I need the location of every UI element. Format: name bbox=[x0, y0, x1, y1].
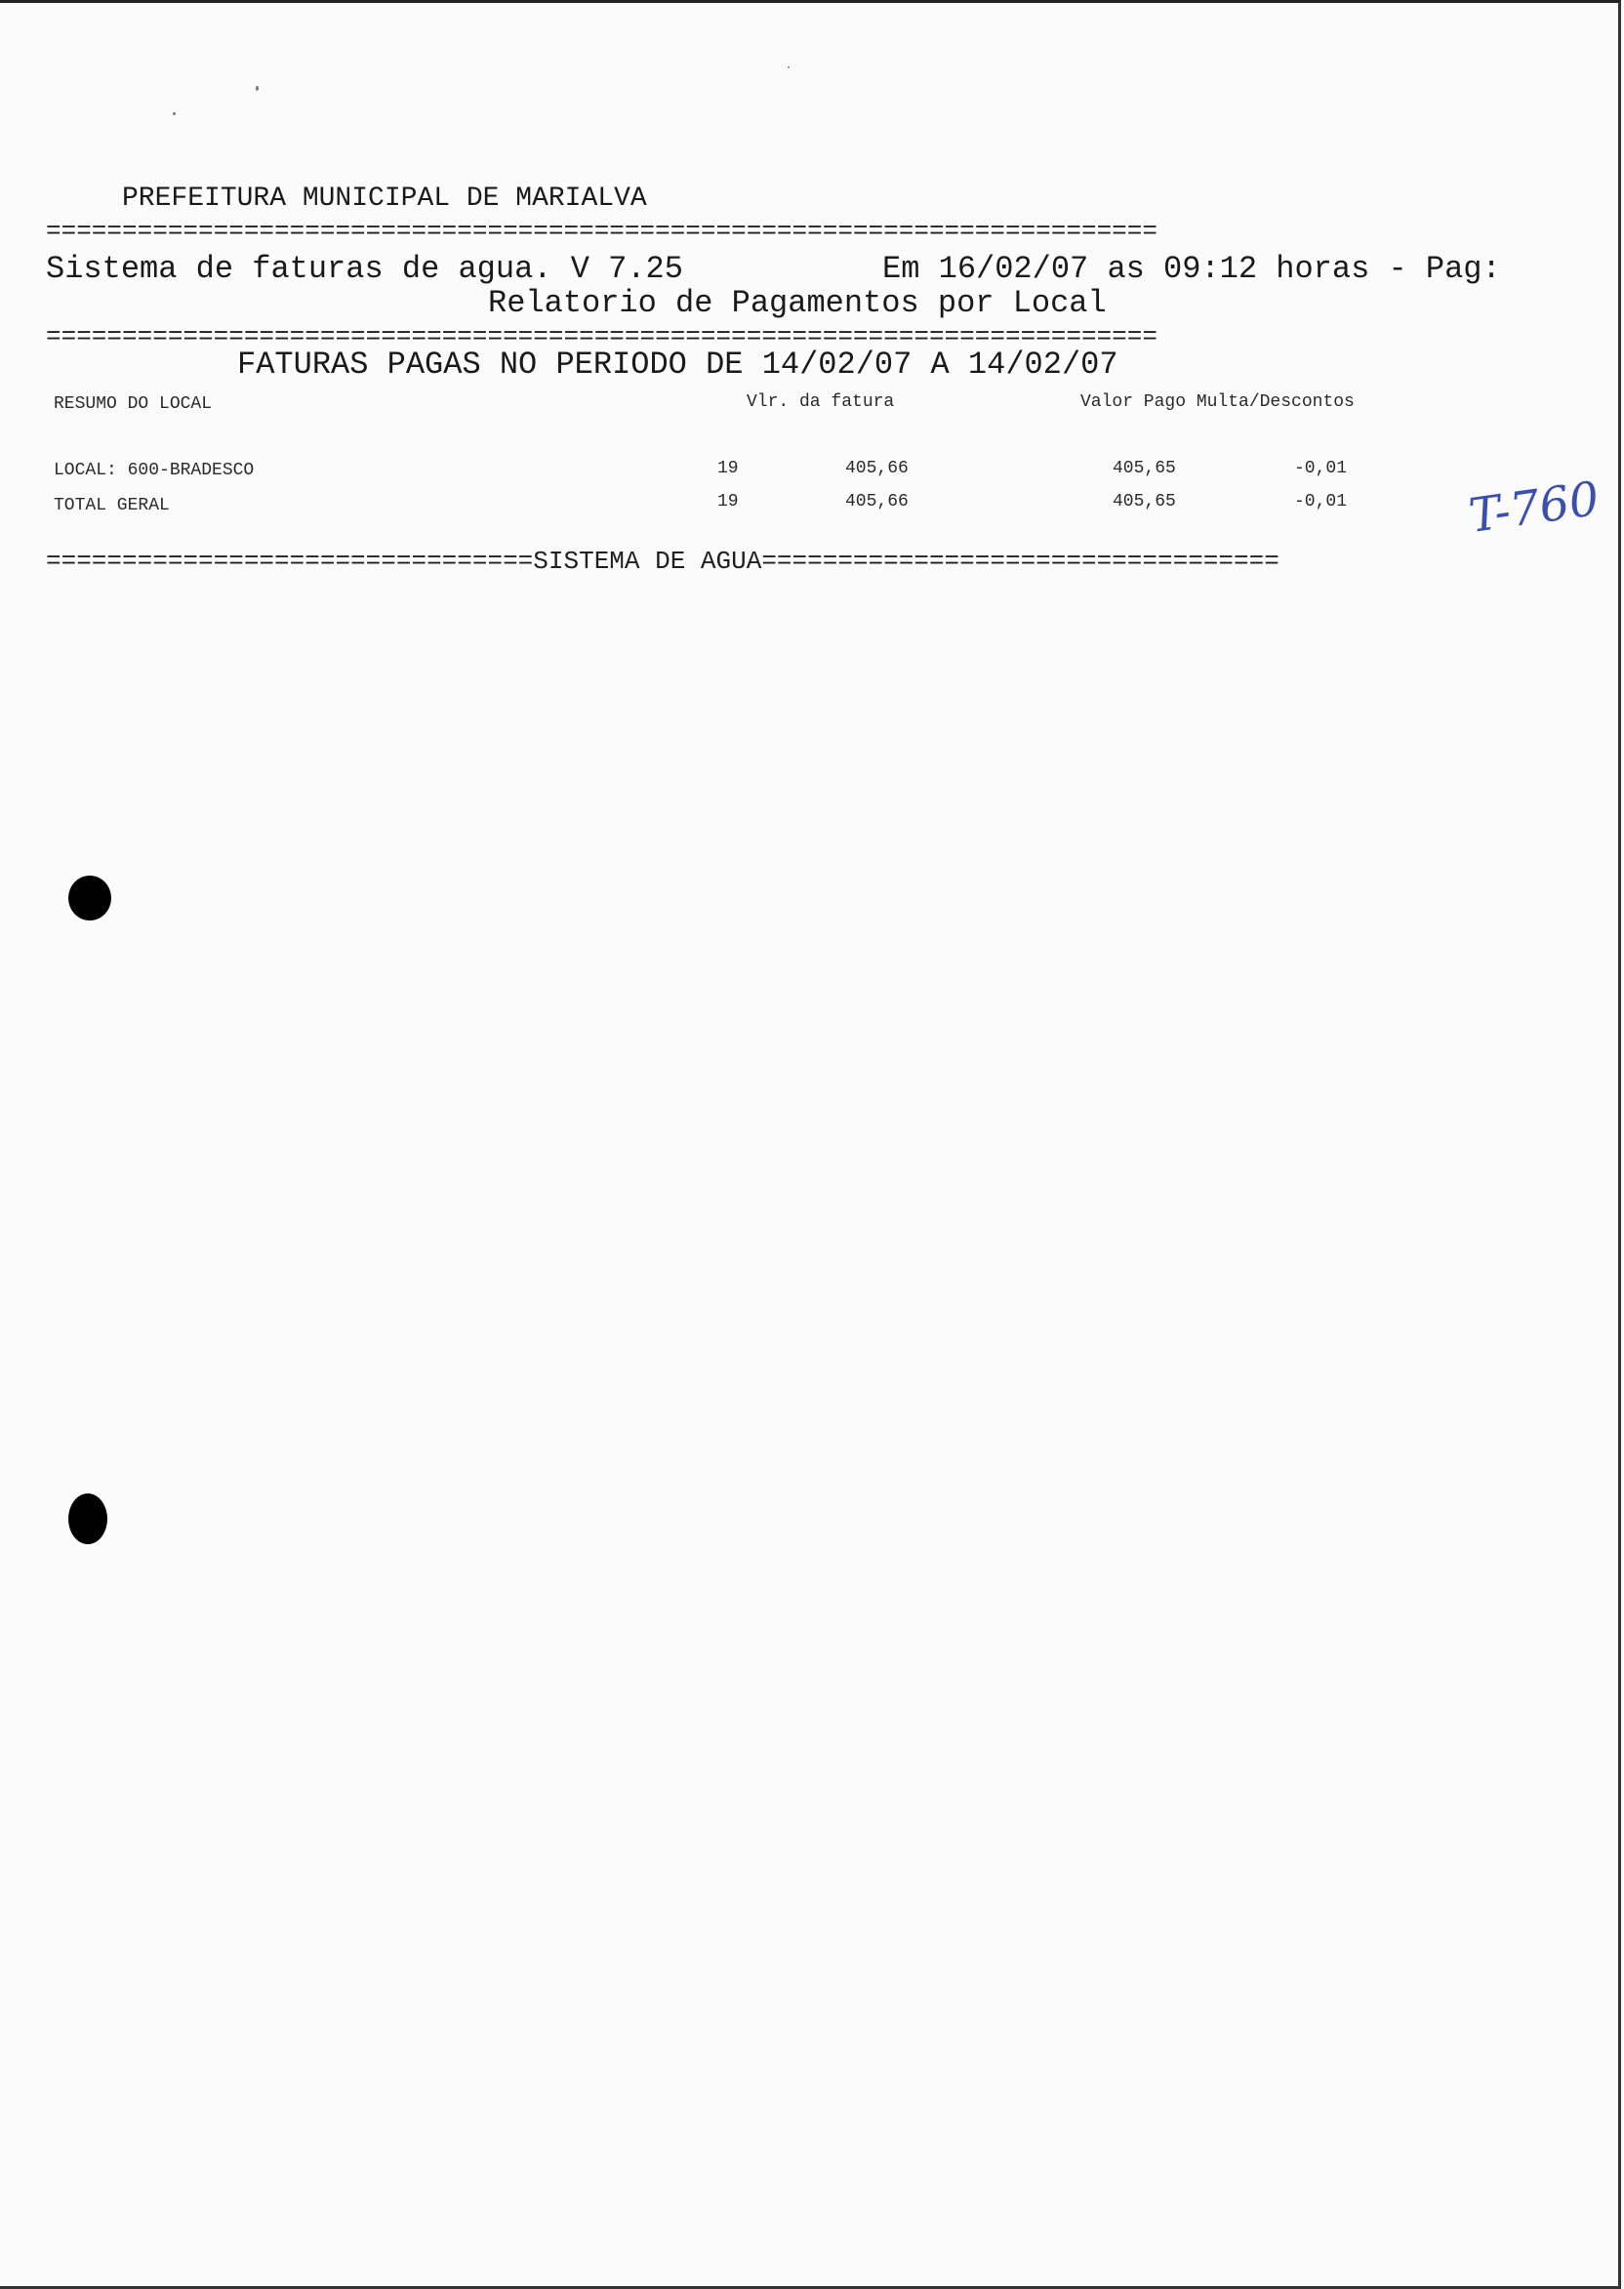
row-label: LOCAL: 600-BRADESCO bbox=[54, 461, 255, 480]
report-title: Relatorio de Pagamentos por Local bbox=[488, 285, 1107, 321]
row-vlr-fatura: 405,66 bbox=[845, 492, 909, 511]
punch-hole bbox=[68, 1493, 107, 1544]
row-valor-pago: 405,65 bbox=[1113, 492, 1176, 511]
report-period: FATURAS PAGAS NO PERIODO DE 14/02/07 A 14/02/07 bbox=[237, 347, 1118, 383]
footer-rule: ================================SISTEMA DE AGUA================================== bbox=[46, 547, 1279, 576]
column-header-resumo: RESUMO DO LOCAL bbox=[54, 394, 213, 414]
row-descontos: -0,01 bbox=[1294, 492, 1348, 511]
row-qtd: 19 bbox=[717, 459, 739, 478]
column-header-vlr-fatura: Vlr. da fatura bbox=[747, 392, 895, 412]
scan-speck bbox=[256, 86, 259, 91]
row-qtd: 19 bbox=[717, 492, 739, 511]
separator-rule: ========================================================================= bbox=[46, 322, 1157, 351]
handwritten-annotation: T-760 bbox=[1465, 470, 1603, 545]
scan-speck bbox=[173, 112, 176, 115]
row-valor-pago: 405,65 bbox=[1113, 459, 1176, 478]
column-header-valor-pago: Valor Pago Multa/Descontos bbox=[1080, 392, 1355, 412]
row-label: TOTAL GERAL bbox=[54, 496, 170, 515]
report-datetime: Em 16/02/07 as 09:12 horas - Pag: bbox=[882, 251, 1501, 287]
organization-title: PREFEITURA MUNICIPAL DE MARIALVA bbox=[122, 184, 647, 214]
system-title: Sistema de faturas de agua. V 7.25 bbox=[46, 251, 683, 287]
row-vlr-fatura: 405,66 bbox=[845, 459, 909, 478]
punch-hole bbox=[68, 876, 111, 920]
separator-rule: ========================================================================= bbox=[46, 217, 1157, 246]
scan-speck bbox=[788, 66, 790, 68]
row-descontos: -0,01 bbox=[1294, 459, 1348, 478]
